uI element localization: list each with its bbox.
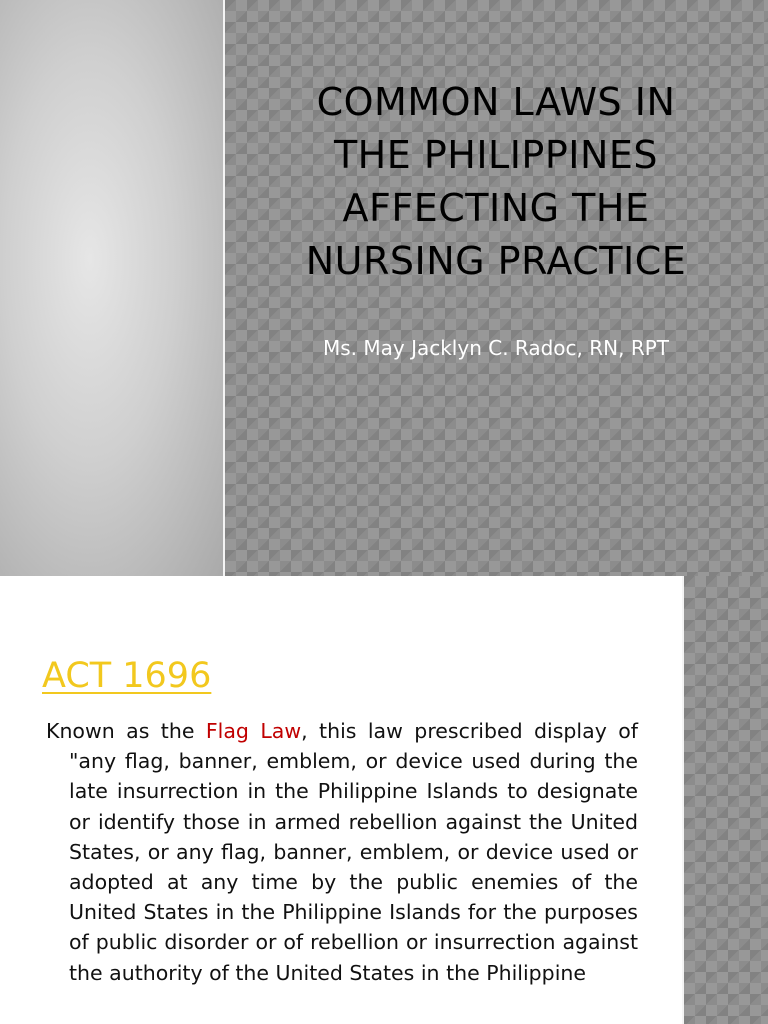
slide-title-line: AFFECTING THE [342, 186, 650, 230]
body-text-prefix: Known as the [46, 719, 206, 743]
flag-law-highlight: Flag Law [205, 719, 302, 743]
slide-title-line: COMMON LAWS IN [316, 80, 676, 124]
slide-subtitle-author: Ms. May Jacklyn C. Radoc, RN, RPT [322, 336, 670, 360]
content-slide-pattern-band [684, 576, 768, 1024]
section-heading: ACT 1696 [42, 656, 212, 696]
slide-title [230, 76, 762, 288]
slide-title-line: NURSING PRACTICE [305, 239, 687, 283]
content-slide [0, 576, 768, 1024]
body-text-rest: , this law prescribed display of "any flag, banner, emblem, or device used during the late insurrection in the Philippine Islands to designate or identify those in armed rebellion against the United States, or any flag, banner, emblem, or device used or adopted at any time by the public enemies of the United States in the Philippine Islands for the purposes of public disorder or of rebellion or insurrection against the authority of the United States in the Philippine [69, 719, 639, 985]
title-slide-left-panel [0, 0, 224, 576]
body-paragraph [46, 716, 638, 988]
slide-title-line: THE PHILIPPINES [333, 133, 659, 177]
